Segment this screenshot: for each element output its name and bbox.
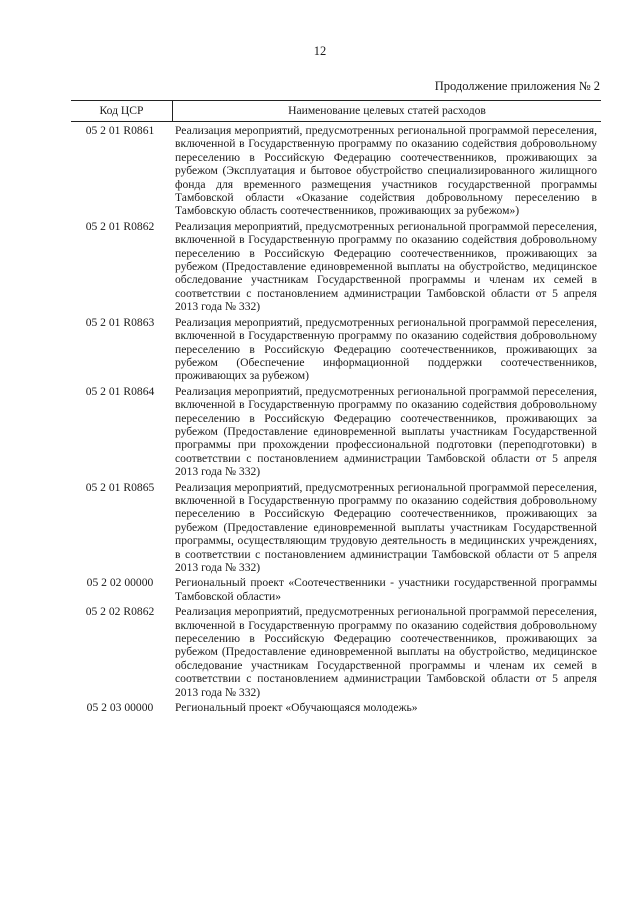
row-name: Региональный проект «Обучающаяся молодежь» <box>175 701 418 715</box>
row-code: 05 2 01 R0863 <box>85 315 155 329</box>
row-code: 05 2 01 R0862 <box>85 219 155 233</box>
row-name: Реализация мероприятий, предусмотренных региональной программой переселения, включенной в Государственную программу по оказанию содействия добровольному переселению в Российскую Федерацию соотечественников, проживающих за рубежом (Предоставление единовременной выплаты на обустройство, медицинское обследование участникам Государственной программы и членам их семей в соответствии с постановлением администрации Тамбовской области от 5 апреля 2013 года № 332) <box>175 219 597 314</box>
row-name: Реализация мероприятий, предусмотренных региональной программой переселения, включенной в Государственную программу по оказанию содействия добровольному переселению в Российскую Федерацию соотечественников, проживающих за рубежом (Предоставление единовременной выплаты участникам Государственной программы при прохождении профессиональной подготовки (переподготовки) в соответствии с постановлением администрации Тамбовской области от 5 апреля 2013 года № 332) <box>175 384 597 479</box>
table-row <box>71 701 601 714</box>
row-name: Реализация мероприятий, предусмотренных региональной программой переселения, включенной в Государственную программу по оказанию содействия добровольному переселению в Российскую Федерацию соотечественников, проживающих за рубежом (Эксплуатация и бытовое обустройство специализированного жилищного фонда для временного размещения участников государственной программы Тамбовской области «Оказание содействия добровольному переселению в Тамбовскую область соотечественников, проживающих за рубежом») <box>175 124 597 218</box>
row-code: 05 2 02 R0862 <box>85 605 155 619</box>
table-row <box>71 605 601 699</box>
row-code: 05 2 03 00000 <box>86 701 154 715</box>
header-code-column: Код ЦСР <box>71 101 173 121</box>
row-code: 05 2 01 R0865 <box>85 480 155 494</box>
table-header <box>71 100 601 122</box>
table-row <box>71 481 601 575</box>
row-name: Региональный проект «Соотечественники - участники государственной программы Тамбовской области» <box>175 576 597 603</box>
page-number: 12 <box>313 44 327 58</box>
row-name: Реализация мероприятий, предусмотренных региональной программой переселения, включенной в Государственную программу по оказанию содействия добровольному переселению в Российскую Федерацию соотечественников, проживающих за рубежом (Обеспечение информационной поддержки соотечественников, проживающих за рубежом) <box>175 315 597 383</box>
table-row <box>71 316 601 383</box>
header-name-column: Наименование целевых статей расходов <box>288 104 486 118</box>
row-name: Реализация мероприятий, предусмотренных региональной программой переселения, включенной в Государственную программу по оказанию содействия добровольному переселению в Российскую Федерацию соотечественников, проживающих за рубежом (Предоставление единовременной выплаты на обустройство, медицинское обследование участникам Государственной программы и членам их семей в соответствии с постановлением администрации Тамбовской области от 5 апреля 2013 года № 332) <box>175 605 597 699</box>
table-row <box>71 124 601 218</box>
table-row <box>71 220 601 314</box>
row-code: 05 2 01 R0864 <box>85 384 155 398</box>
row-name: Реализация мероприятий, предусмотренных региональной программой переселения, включенной в Государственную программу по оказанию содействия добровольному переселению в Российскую Федерацию соотечественников, проживающих за рубежом (Предоставление единовременной выплаты участникам Государственной программы, осуществляющим трудовую деятельность в медицинских учреждениях, в соответствии с постановлением администрации Тамбовской области от 5 апреля 2013 года № 332) <box>175 480 597 574</box>
row-code: 05 2 02 00000 <box>86 576 154 590</box>
appendix-continuation-label: Продолжение приложения № 2 <box>434 79 600 93</box>
table-row <box>71 576 601 603</box>
table-row <box>71 385 601 479</box>
budget-classification-table <box>71 100 601 714</box>
row-code: 05 2 01 R0861 <box>85 124 155 137</box>
